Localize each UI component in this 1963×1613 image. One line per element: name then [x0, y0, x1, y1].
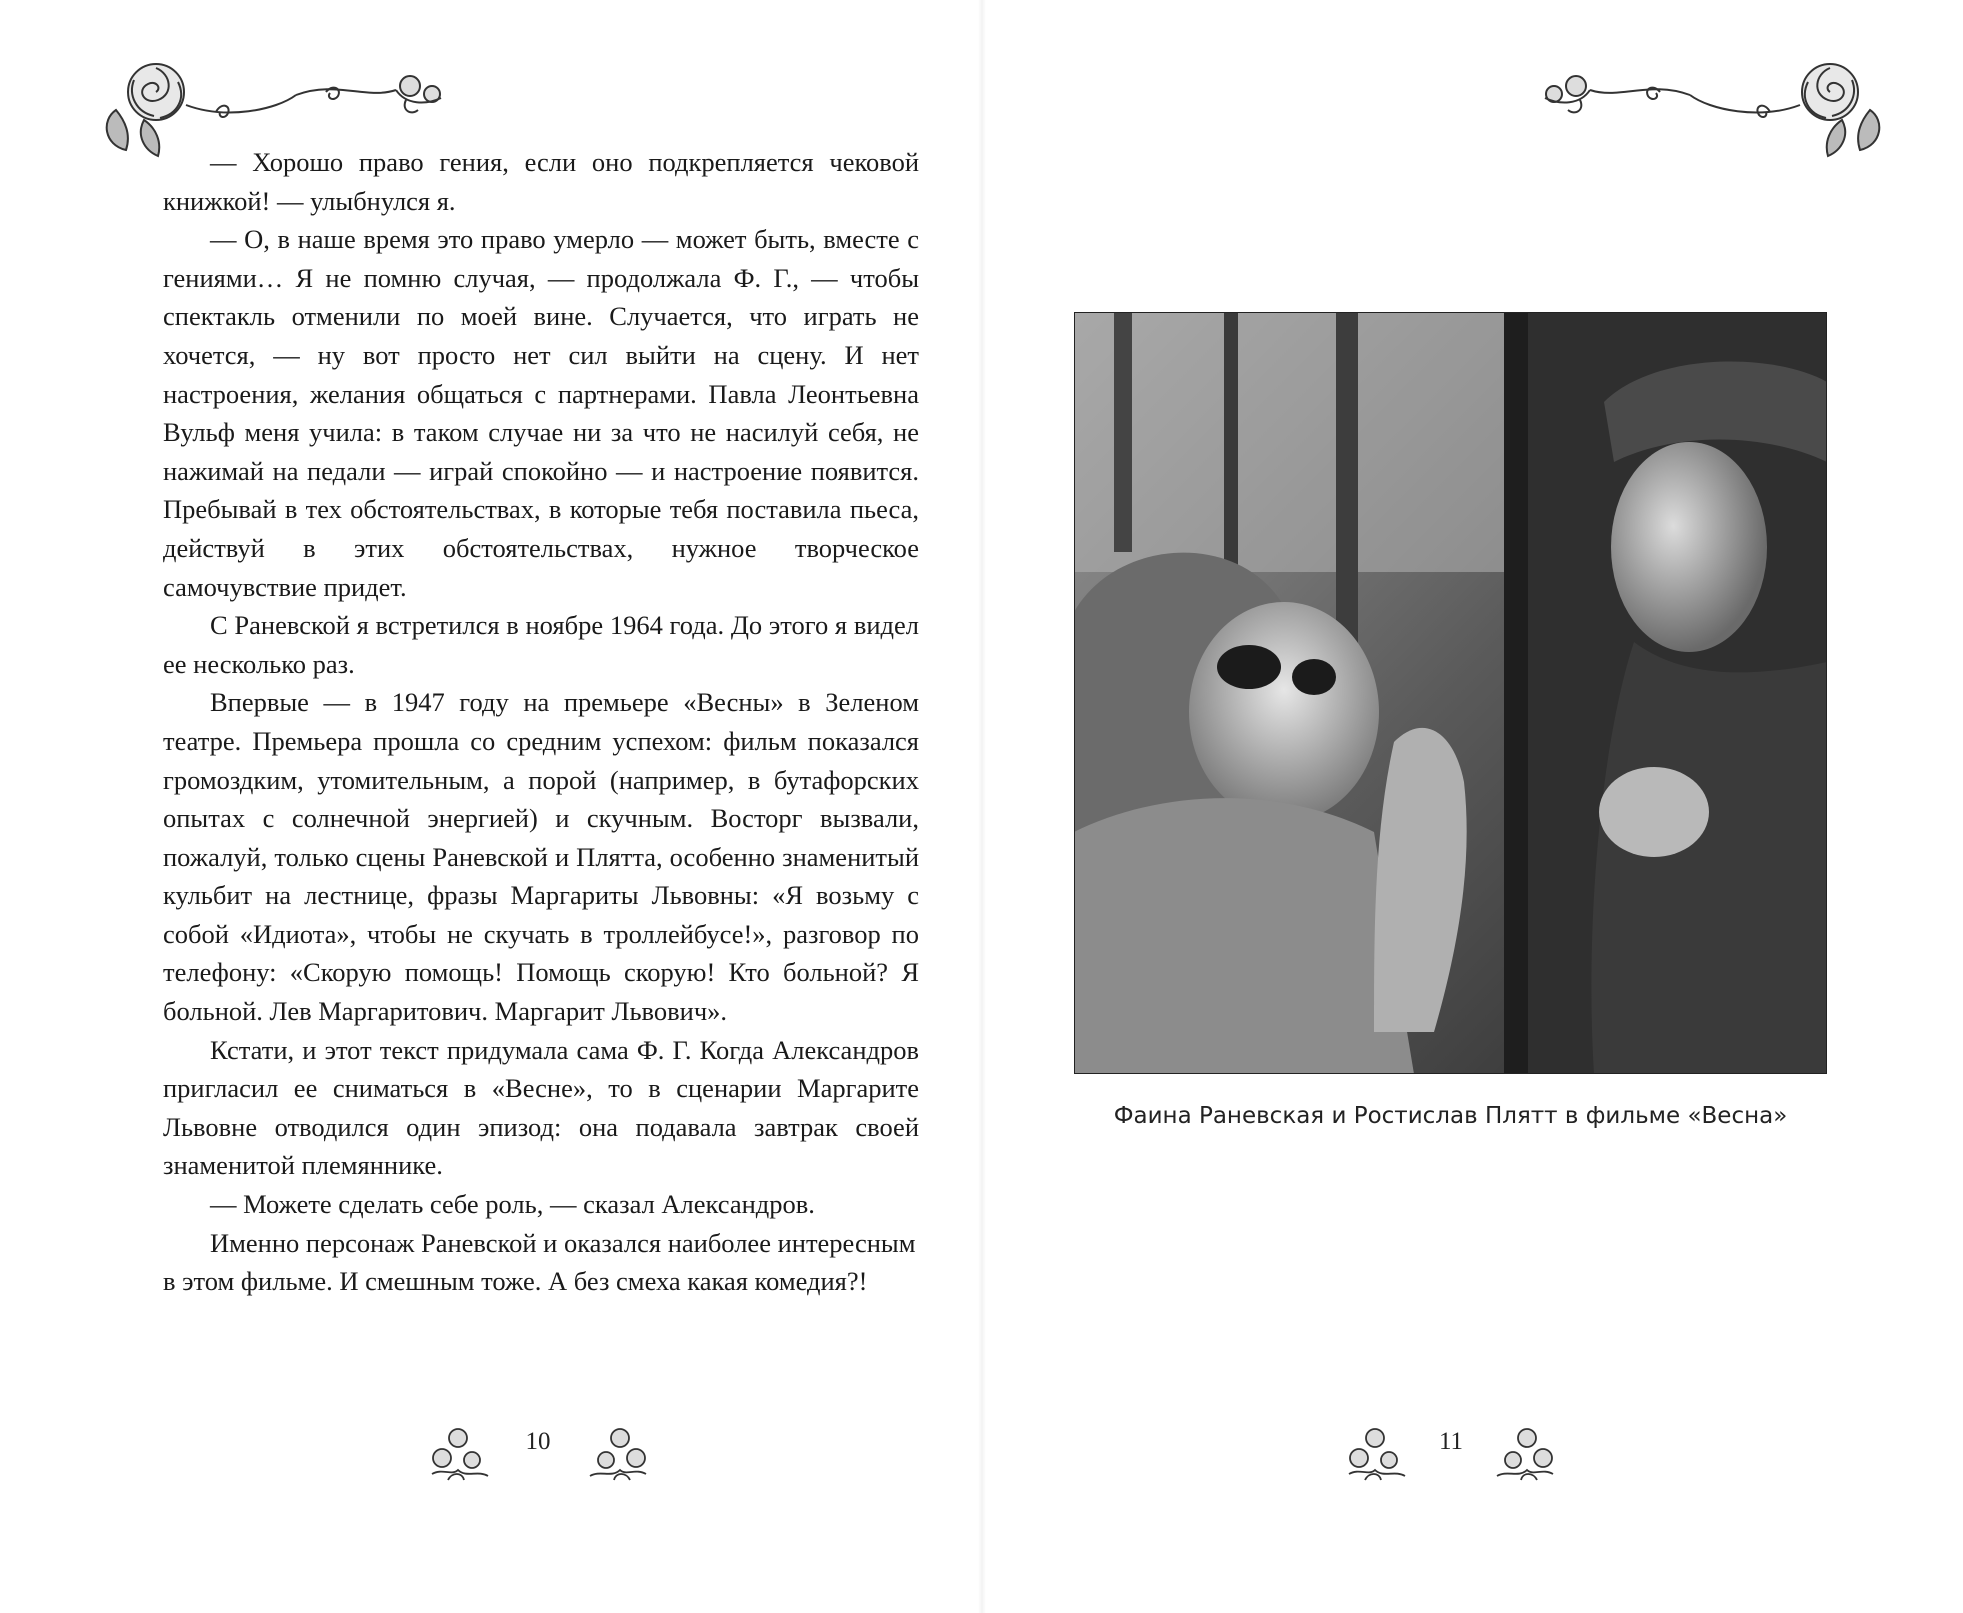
- rose-footer-ornament-left-icon: [428, 1424, 492, 1486]
- rose-footer-ornament-left-icon: [1345, 1424, 1409, 1486]
- film-still-photo: [1074, 312, 1827, 1074]
- left-page-text: [163, 143, 919, 1301]
- rose-corner-ornament-top-right-icon: [1530, 50, 1890, 160]
- page-number: 11: [1438, 1428, 1464, 1455]
- paragraph: — Хорошо право гения, если оно подкрепляется чековой книжкой! — улыбнулся я.: [163, 147, 919, 216]
- paragraph: С Раневской я встретился в ноябре 1964 года. До этого я видел ее несколько раз.: [163, 610, 919, 679]
- paragraph: Кстати, и этот текст придумала сама Ф. Г. Когда Александров пригласил ее сниматься в «Весне», то в сценарии Маргарите Львовне отводился один эпизод: она подавала завтрак своей знаменитой племяннике.: [163, 1034, 919, 1181]
- paragraph: — Можете сделать себе роль, — сказал Александров.: [210, 1189, 815, 1220]
- paragraph: Впервые — в 1947 году на премьере «Весны» в Зеленом театре. Премьера прошла со средним успехом: фильм показался громоздким, утомительным, а порой (например, в бутафорских опытах с солнечной энергией) и скучным. Восторг вызвали, пожалуй, только сцены Раневской и Плятта, особенно знаменитый кульбит на лестнице, фразы Маргариты Львовны: «Я возьму с собой «Идиота», чтобы не скучать в троллейбусе!», разговор по телефону: «Скорую помощь! Помощь скорую! Кто больной? Я больной. Лев Маргаритович. Маргарит Львович».: [163, 687, 919, 1027]
- rose-footer-ornament-right-icon: [586, 1424, 650, 1486]
- right-page: [985, 0, 1963, 1613]
- rose-footer-ornament-right-icon: [1493, 1424, 1557, 1486]
- paragraph: Именно персонаж Раневской и оказался наиболее интересным в этом фильме. И смешным тоже. А без смеха какая комедия?!: [163, 1227, 916, 1297]
- page-number: 10: [525, 1428, 551, 1455]
- left-page: [0, 0, 980, 1613]
- photo-caption: Фаина Раневская и Ростислав Плятт в фильме «Весна»: [1113, 1103, 1788, 1129]
- paragraph: — О, в наше время это право умерло — может быть, вместе с гениями… Я не помню случая, — продолжала Ф. Г., — чтобы спектакль отменили по моей вине. Случается, что играть не хочется, — ну вот просто нет сил выйти на сцену. И нет настроения, желания общаться с партнерами. Павла Леонтьевна Вульф меня учила: в таком случае ни за что не насилуй себя, не нажимай на педали — играй спокойно — и настроение появится. Пребывай в тех обстоятельствах, в которые тебя поставила пьеса, действуй в этих обстоятельствах, нужное творческое самочувствие придет.: [163, 224, 919, 602]
